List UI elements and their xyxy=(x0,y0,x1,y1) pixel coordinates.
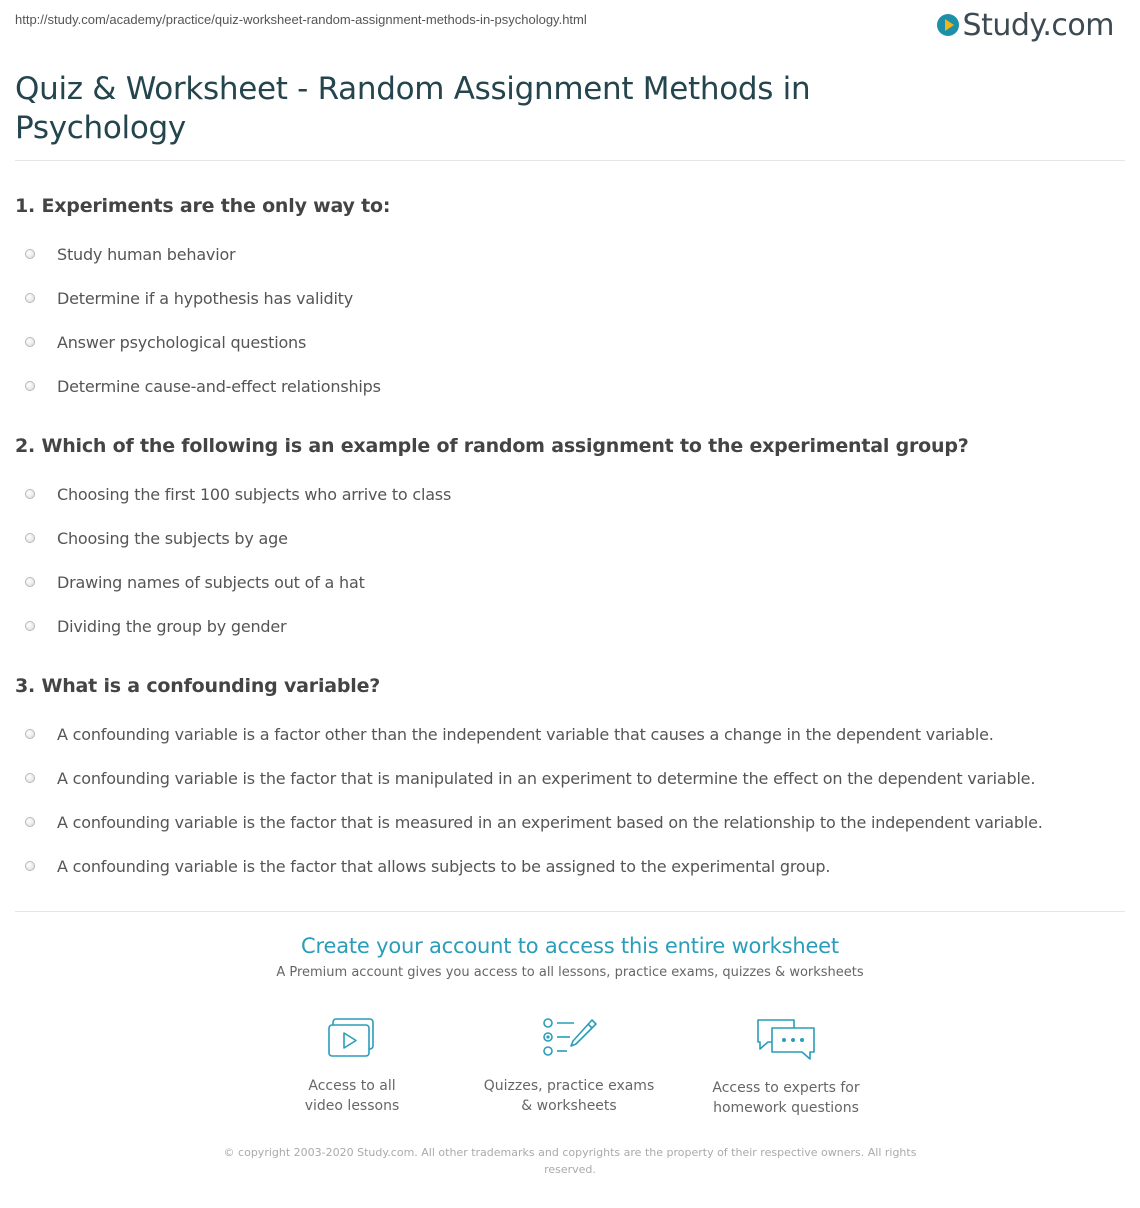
answer-text: Drawing names of subjects out of a hat xyxy=(57,572,365,592)
cta-subtitle: A Premium account gives you access to all lessons, practice exams, quizzes & worksheets xyxy=(276,965,864,980)
question-text: 3. What is a confounding variable? xyxy=(15,675,381,697)
page-url: http://study.com/academy/practice/quiz-worksheet-random-assignment-methods-in-psychology.html xyxy=(15,12,587,27)
answer-text: Study human behavior xyxy=(57,244,236,264)
answer-list xyxy=(15,478,1125,654)
question-3 xyxy=(15,674,1125,894)
answer-option[interactable] xyxy=(15,370,1125,414)
video-lessons-icon xyxy=(326,1016,378,1060)
quiz-checklist-icon xyxy=(540,1016,598,1060)
answer-text: Determine if a hypothesis has validity xyxy=(57,288,354,308)
answer-text: A confounding variable is a factor other than the independent variable that causes a change in the dependent variable. xyxy=(57,724,994,744)
answer-option[interactable] xyxy=(15,238,1125,282)
logo-text: Study.com xyxy=(962,7,1114,43)
feature-label-line: video lessons xyxy=(304,1098,400,1114)
play-circle-icon xyxy=(937,14,959,36)
feature-experts xyxy=(686,1016,886,1118)
radio-button[interactable] xyxy=(25,337,35,347)
answer-text: A confounding variable is the factor that allows subjects to be assigned to the experimental group. xyxy=(57,856,831,876)
feature-quizzes xyxy=(469,1016,669,1116)
answer-option[interactable] xyxy=(15,566,1125,610)
answer-option[interactable] xyxy=(15,282,1125,326)
copyright-text: © copyright 2003-2020 Study.com. All other trademarks and copyrights are the property of their respective owners. All rights reserved. xyxy=(223,1146,917,1176)
question-text: 1. Experiments are the only way to: xyxy=(15,195,391,217)
answer-option[interactable] xyxy=(15,762,1125,806)
answer-text: A confounding variable is the factor that is measured in an experiment based on the relationship to the independent variable. xyxy=(57,812,1043,832)
feature-label-line: homework questions xyxy=(713,1100,859,1116)
radio-button[interactable] xyxy=(25,293,35,303)
answer-option[interactable] xyxy=(15,610,1125,654)
radio-button[interactable] xyxy=(25,249,35,259)
radio-button[interactable] xyxy=(25,621,35,631)
radio-button[interactable] xyxy=(25,773,35,783)
create-account-link[interactable]: Create your account to access this entire worksheet xyxy=(301,934,839,958)
radio-button[interactable] xyxy=(25,489,35,499)
question-2 xyxy=(15,434,1125,654)
radio-button[interactable] xyxy=(25,729,35,739)
page-title: Quiz & Worksheet - Random Assignment Methods in Psychology xyxy=(15,71,811,146)
radio-button[interactable] xyxy=(25,861,35,871)
feature-label xyxy=(252,1076,452,1116)
answer-option[interactable] xyxy=(15,522,1125,566)
answer-option[interactable] xyxy=(15,850,1125,894)
study-logo[interactable] xyxy=(937,8,1114,42)
answer-text: Dividing the group by gender xyxy=(57,616,287,636)
title-divider xyxy=(15,160,1125,161)
question-text: 2. Which of the following is an example of random assignment to the experimental group? xyxy=(15,435,969,457)
questions-divider xyxy=(15,911,1125,912)
feature-label-line: Quizzes, practice exams xyxy=(483,1078,655,1094)
answer-list xyxy=(15,238,1125,414)
answer-option[interactable] xyxy=(15,806,1125,850)
radio-button[interactable] xyxy=(25,577,35,587)
answer-text: A confounding variable is the factor that is manipulated in an experiment to determine the effect on the dependent variable. xyxy=(57,768,1036,788)
feature-label xyxy=(469,1076,669,1116)
radio-button[interactable] xyxy=(25,817,35,827)
feature-video-lessons xyxy=(252,1016,452,1116)
answer-text: Choosing the subjects by age xyxy=(57,528,288,548)
radio-button[interactable] xyxy=(25,381,35,391)
feature-label xyxy=(686,1078,886,1118)
radio-button[interactable] xyxy=(25,533,35,543)
chat-bubbles-icon xyxy=(754,1016,818,1062)
answer-text: Answer psychological questions xyxy=(57,332,307,352)
answer-option[interactable] xyxy=(15,478,1125,522)
answer-option[interactable] xyxy=(15,718,1125,762)
feature-label-line: & worksheets xyxy=(521,1098,617,1114)
answer-option[interactable] xyxy=(15,326,1125,370)
answer-text: Determine cause-and-effect relationships xyxy=(57,376,381,396)
question-1 xyxy=(15,194,1125,414)
feature-label-line: Access to all xyxy=(308,1078,396,1094)
answer-list xyxy=(15,718,1125,894)
answer-text: Choosing the first 100 subjects who arrive to class xyxy=(57,484,452,504)
feature-label-line: Access to experts for xyxy=(712,1080,860,1096)
